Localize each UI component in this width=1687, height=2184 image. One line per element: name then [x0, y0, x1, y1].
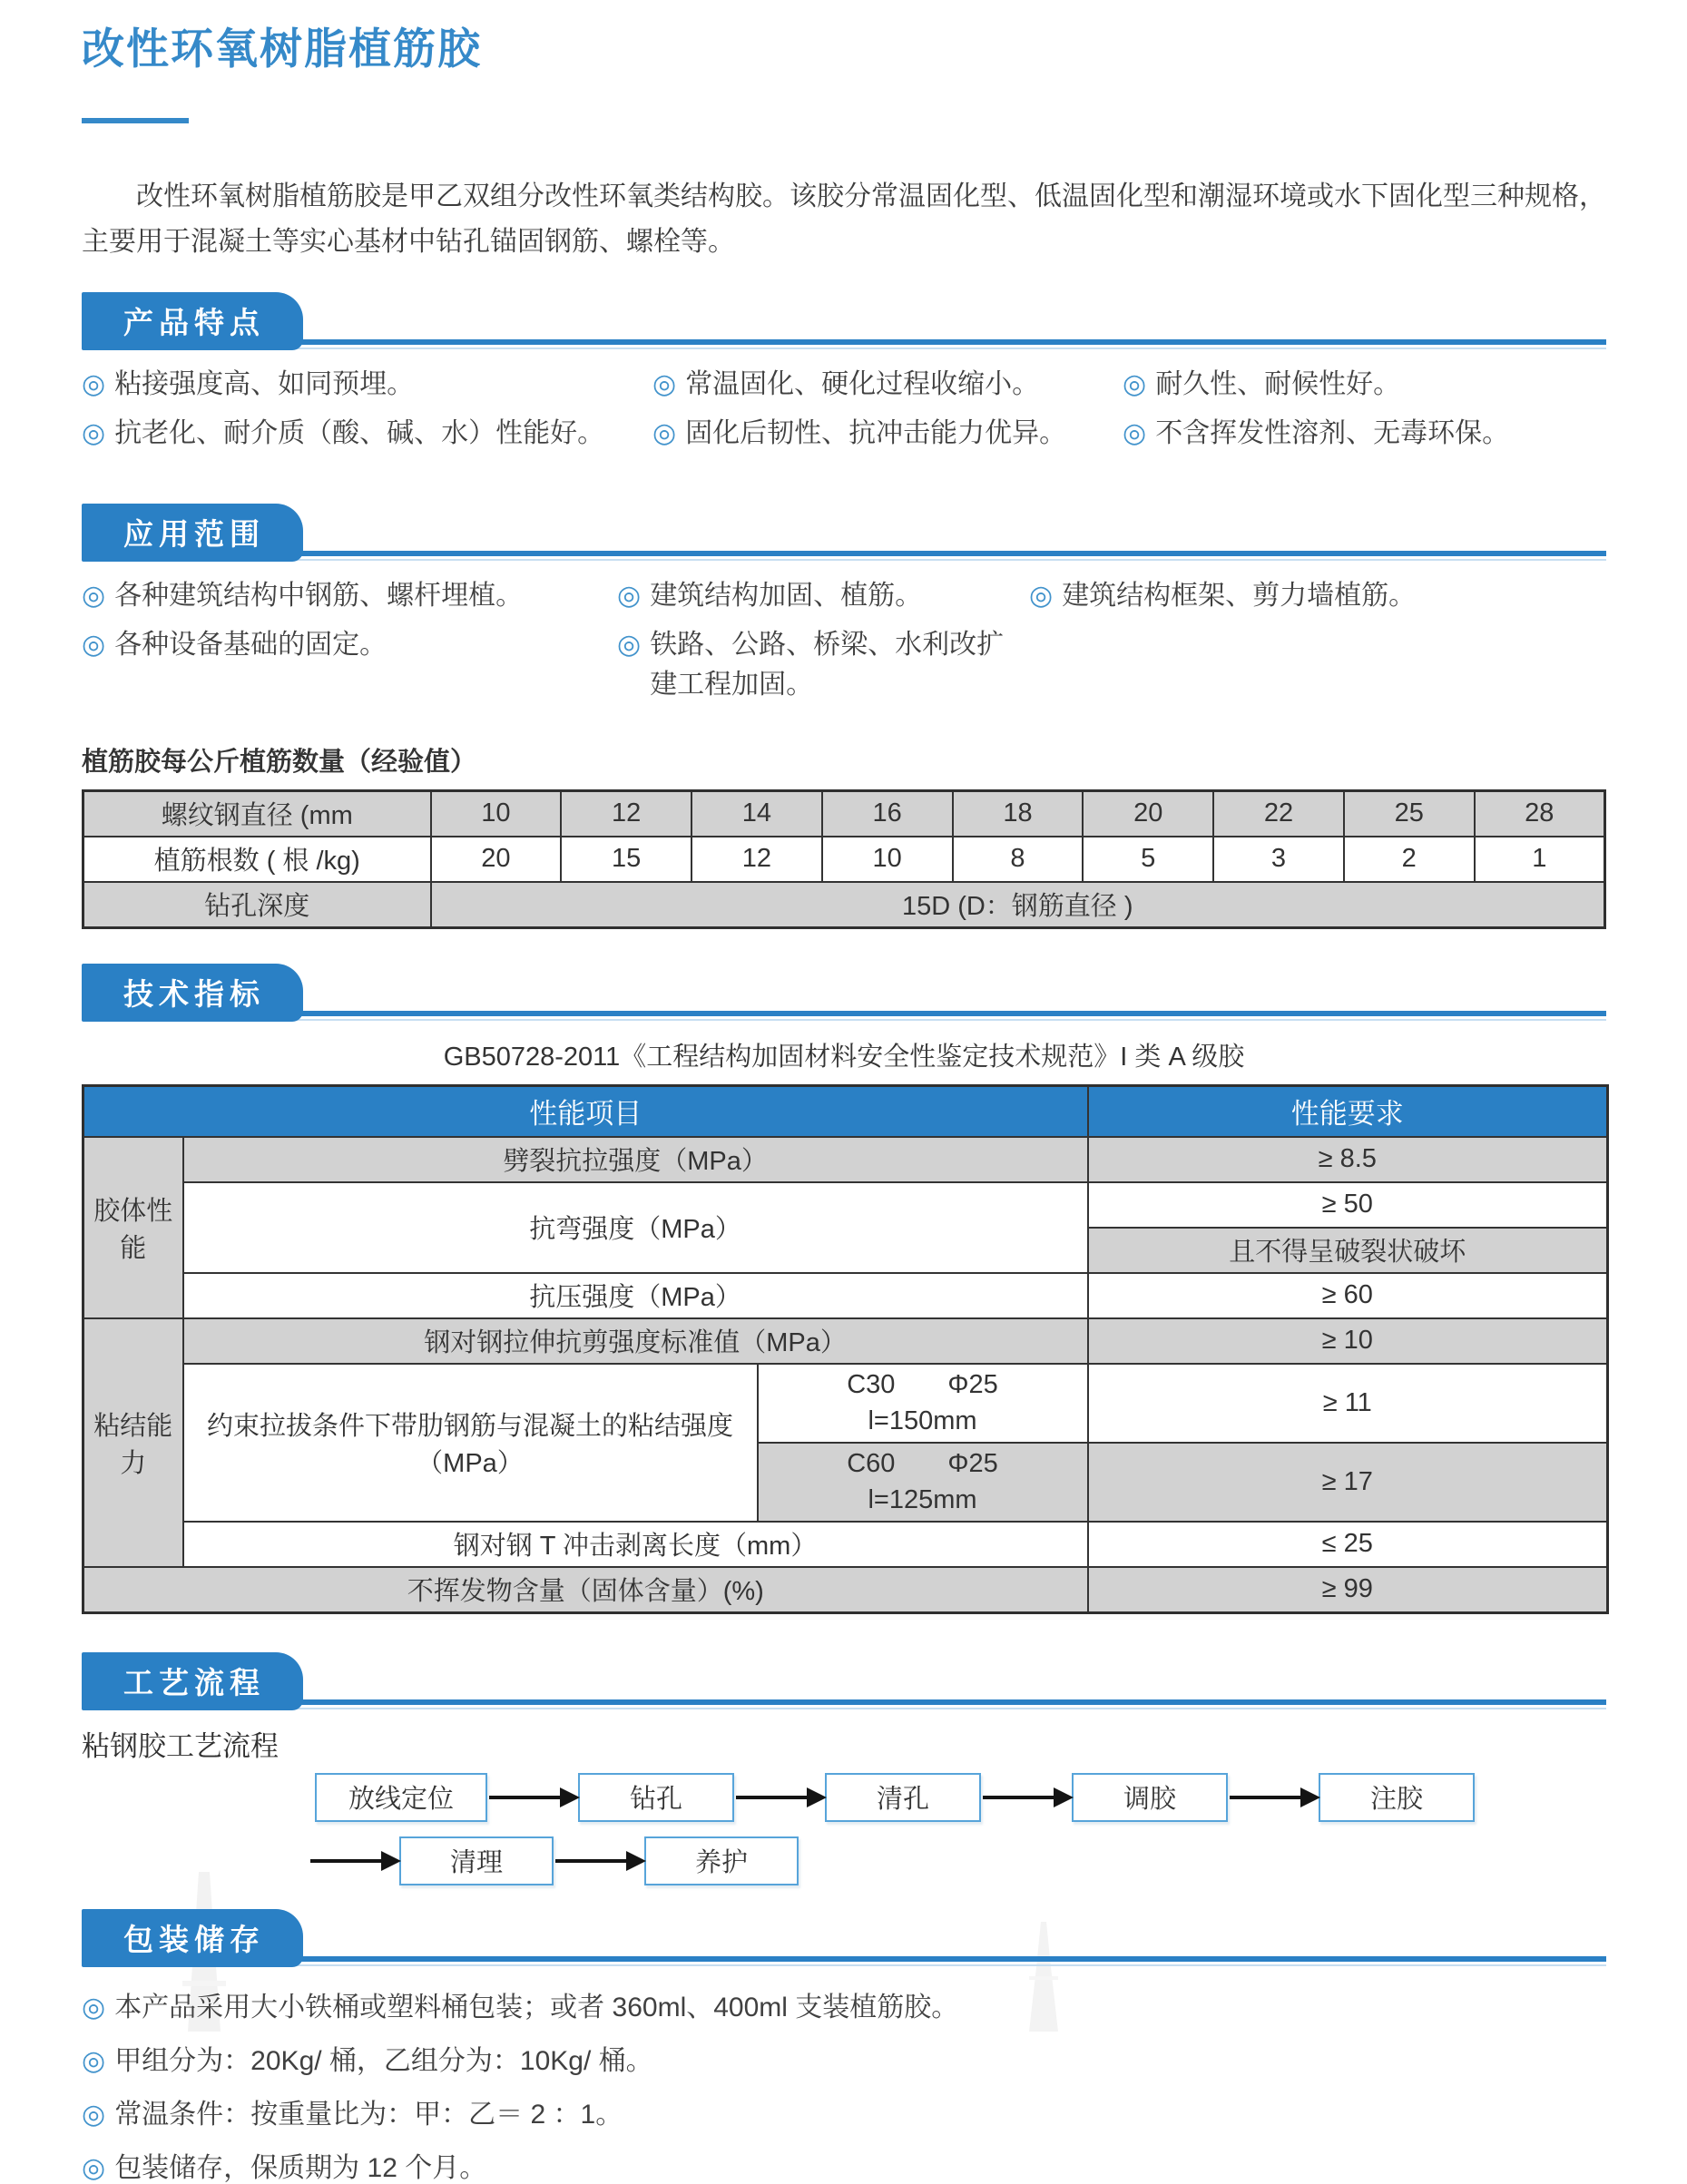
cell-value: 18 [953, 790, 1084, 837]
cell-bond-cond2-line1: C60 Φ25 [847, 1449, 998, 1479]
application-item-text: 各种建筑结构中钢筋、螺杆埋植。 [114, 580, 524, 611]
feature-item [652, 365, 1123, 405]
section-badge-applications: 应用范围 [82, 504, 303, 562]
feature-item [1123, 365, 1606, 405]
cell-bond-cond2-line2: l=125mm [868, 1485, 977, 1515]
flow-step-drill: 钻孔 [578, 1773, 734, 1822]
tech-table [82, 1084, 1609, 1614]
title-underline-dash [82, 118, 189, 123]
feature-item [652, 414, 1123, 454]
feature-item [1123, 414, 1606, 454]
feature-item-text: 常温固化、硬化过程收缩小。 [685, 368, 1040, 399]
table-row [83, 1182, 1608, 1228]
ring-bullet-icon: ◎ [82, 2045, 106, 2076]
cell-bond-req1: ≥ 11 [1088, 1364, 1608, 1443]
application-item [82, 625, 617, 705]
section-badge-tech: 技术指标 [82, 964, 303, 1022]
tech-standard-caption: GB50728-2011《工程结构加固材料安全性鉴定技术规范》I 类 A 级胶 [443, 1042, 1245, 1072]
packaging-item-text: 常温条件：按重量比为：甲：乙＝ 2 ：1。 [114, 2099, 623, 2130]
section-header-applications [82, 504, 1606, 562]
cell-split-tensile-req: ≥ 8.5 [1088, 1137, 1608, 1182]
flow-step-curing: 养护 [644, 1836, 799, 1885]
section-rule [82, 339, 1606, 345]
ring-bullet-icon: ◎ [652, 368, 677, 399]
cell-value: 10 [822, 837, 953, 882]
feature-item-text: 抗老化、耐介质（酸、碱、水）性能好。 [114, 417, 605, 448]
table-row [83, 837, 1605, 882]
ring-bullet-icon: ◎ [82, 629, 106, 660]
ring-bullet-icon: ◎ [82, 2152, 106, 2183]
cell-value: 12 [561, 790, 691, 837]
cell-value: 20 [1083, 790, 1213, 837]
section-badge-packaging: 包装储存 [82, 1909, 303, 1967]
table-row [83, 1137, 1608, 1182]
cell-bending-req2: 且不得呈破裂状破坏 [1088, 1228, 1608, 1273]
packaging-item [82, 2046, 1606, 2077]
table-row [83, 1273, 1608, 1318]
section-badge-process: 工艺流程 [82, 1652, 303, 1710]
ring-bullet-icon: ◎ [652, 417, 677, 448]
table-row [83, 1085, 1608, 1137]
feature-item-text: 粘接强度高、如同预埋。 [114, 368, 415, 399]
arrow-right-icon [310, 1859, 397, 1863]
feature-item [82, 365, 652, 405]
application-item [82, 576, 617, 616]
section-badge-features: 产品特点 [82, 292, 303, 350]
ring-bullet-icon: ◎ [617, 629, 642, 660]
page-title: 改性环氧树脂植筋胶 [82, 24, 482, 73]
packaging-item-text: 本产品采用大小铁桶或塑料桶包装；或者 360ml、400ml 支装植筋胶。 [114, 1992, 959, 2022]
packaging-item-text: 包装储存，保质期为 12 个月。 [114, 2152, 487, 2183]
feature-item-text: 不含挥发性溶剂、无毒环保。 [1155, 417, 1510, 448]
process-subtitle: 粘钢胶工艺流程 [82, 1729, 279, 1762]
cell-group-bond-capacity: 粘结能力 [83, 1318, 183, 1567]
cell-bending-label: 抗弯强度（MPa） [183, 1182, 1088, 1273]
cell-value: 25 [1344, 790, 1475, 837]
ring-bullet-icon: ◎ [82, 368, 106, 399]
ring-bullet-icon: ◎ [1123, 417, 1147, 448]
cell-rebar-count-label: 植筋根数 ( 根 /kg) [83, 837, 431, 882]
flow-step-inject-glue: 注胶 [1319, 1773, 1475, 1822]
cell-bond-req2: ≥ 17 [1088, 1443, 1608, 1522]
feature-item [82, 414, 652, 454]
cell-value: 16 [822, 790, 953, 837]
cell-value: 10 [431, 790, 562, 837]
ring-bullet-icon: ◎ [617, 580, 642, 611]
ring-bullet-icon: ◎ [1123, 368, 1147, 399]
flow-step-mix-glue: 调胶 [1072, 1773, 1228, 1822]
section-header-packaging [82, 1909, 1606, 1967]
dosage-table [82, 789, 1606, 929]
cell-header-requirement: 性能要求 [1088, 1085, 1608, 1137]
process-flow-row-1 [315, 1773, 1606, 1822]
feature-item-text: 耐久性、耐候性好。 [1155, 368, 1401, 399]
features-list [82, 365, 1606, 454]
cell-shear-label: 钢对钢拉伸抗剪强度标准值（MPa） [183, 1318, 1088, 1364]
section-header-tech [82, 964, 1606, 1022]
cell-group-body-performance: 胶体性能 [83, 1137, 183, 1318]
ring-bullet-icon: ◎ [82, 417, 106, 448]
table-row [83, 1567, 1608, 1613]
packaging-item [82, 1993, 1606, 2023]
application-item [1029, 576, 1606, 616]
cell-drill-depth-label: 钻孔深度 [83, 882, 431, 928]
section-rule [82, 1956, 1606, 1962]
intro-paragraph: 改性环氧树脂植筋胶是甲乙双组分改性环氧类结构胶。该胶分常温固化型、低温固化型和潮湿环境或水下固化型三种规格，主要用于混凝土等实心基材中钻孔锚固钢筋、螺栓等。 [82, 181, 1606, 257]
arrow-right-icon [736, 1796, 823, 1799]
cell-nonvolatile-req: ≥ 99 [1088, 1567, 1608, 1613]
cell-value: 22 [1213, 790, 1344, 837]
cell-bond-strength-label: 约束拉拔条件下带肋钢筋与混凝土的粘结强度（MPa） [183, 1364, 758, 1522]
cell-value: 2 [1344, 837, 1475, 882]
ring-bullet-icon: ◎ [1029, 580, 1054, 611]
arrow-right-icon [983, 1796, 1070, 1799]
ring-bullet-icon: ◎ [82, 2099, 106, 2130]
table-row [83, 1318, 1608, 1364]
application-item [617, 625, 1029, 705]
cell-bond-cond1-line1: C30 Φ25 [847, 1370, 998, 1400]
document-page [0, 25, 1687, 2184]
cell-bond-cond1-line2: l=150mm [868, 1406, 977, 1436]
section-header-features [82, 292, 1606, 350]
feature-item-text: 固化后韧性、抗冲击能力优异。 [685, 417, 1067, 448]
cell-rebar-diameter-label: 螺纹钢直径 (mm [83, 790, 431, 837]
applications-list [82, 576, 1606, 705]
ring-bullet-icon: ◎ [82, 580, 106, 611]
cell-value: 14 [691, 790, 822, 837]
table-row [83, 1364, 1608, 1443]
section-rule [82, 1699, 1606, 1705]
packaging-item [82, 2100, 1606, 2130]
cell-compressive-req: ≥ 60 [1088, 1273, 1608, 1318]
application-item [617, 576, 1029, 616]
flow-step-clean-hole: 清孔 [825, 1773, 981, 1822]
application-item-text: 建筑结构框架、剪力墙植筋。 [1062, 580, 1417, 611]
cell-value: 12 [691, 837, 822, 882]
packaging-item [82, 2153, 1606, 2184]
cell-peel-req: ≤ 25 [1088, 1522, 1608, 1567]
table-row [83, 1522, 1608, 1567]
cell-bending-req1: ≥ 50 [1088, 1182, 1608, 1228]
cell-nonvolatile-label: 不挥发物含量（固体含量）(%) [83, 1567, 1088, 1613]
ring-bullet-icon: ◎ [82, 1992, 106, 2022]
cell-value: 20 [431, 837, 562, 882]
section-rule [82, 1011, 1606, 1016]
section-header-process [82, 1652, 1606, 1710]
application-item-text: 铁路、公路、桥梁、水利改扩建工程加固。 [650, 629, 1005, 700]
cell-value: 3 [1213, 837, 1344, 882]
arrow-right-icon [555, 1859, 642, 1863]
table-row [83, 790, 1605, 837]
cell-header-property: 性能项目 [83, 1085, 1088, 1137]
application-item-text: 建筑结构加固、植筋。 [650, 580, 923, 611]
cell-value: 15 [561, 837, 691, 882]
packaging-list [82, 1993, 1606, 2184]
cell-bond-cond1 [758, 1364, 1088, 1443]
cell-split-tensile-label: 劈裂抗拉强度（MPa） [183, 1137, 1088, 1182]
section-rule [82, 551, 1606, 556]
arrow-right-icon [1230, 1796, 1317, 1799]
arrow-right-icon [489, 1796, 576, 1799]
packaging-item-text: 甲组分为：20Kg/ 桶，乙组分为：10Kg/ 桶。 [114, 2045, 653, 2076]
flow-step-cleanup: 清理 [399, 1836, 554, 1885]
cell-value: 5 [1083, 837, 1213, 882]
cell-drill-depth-value: 15D (D：钢筋直径 ) [431, 882, 1605, 928]
application-item-text: 各种设备基础的固定。 [114, 629, 387, 660]
cell-value: 8 [953, 837, 1084, 882]
table-row [83, 882, 1605, 928]
cell-compressive-label: 抗压强度（MPa） [183, 1273, 1088, 1318]
cell-shear-req: ≥ 10 [1088, 1318, 1608, 1364]
cell-bond-cond2 [758, 1443, 1088, 1522]
cell-value: 1 [1475, 837, 1605, 882]
flow-step-layout: 放线定位 [315, 1773, 487, 1822]
cell-peel-label: 钢对钢 T 冲击剥离长度（mm） [183, 1522, 1088, 1567]
process-flow-row-2 [309, 1836, 1606, 1885]
dosage-table-title: 植筋胶每公斤植筋数量（经验值） [82, 747, 477, 777]
cell-value: 28 [1475, 790, 1605, 837]
